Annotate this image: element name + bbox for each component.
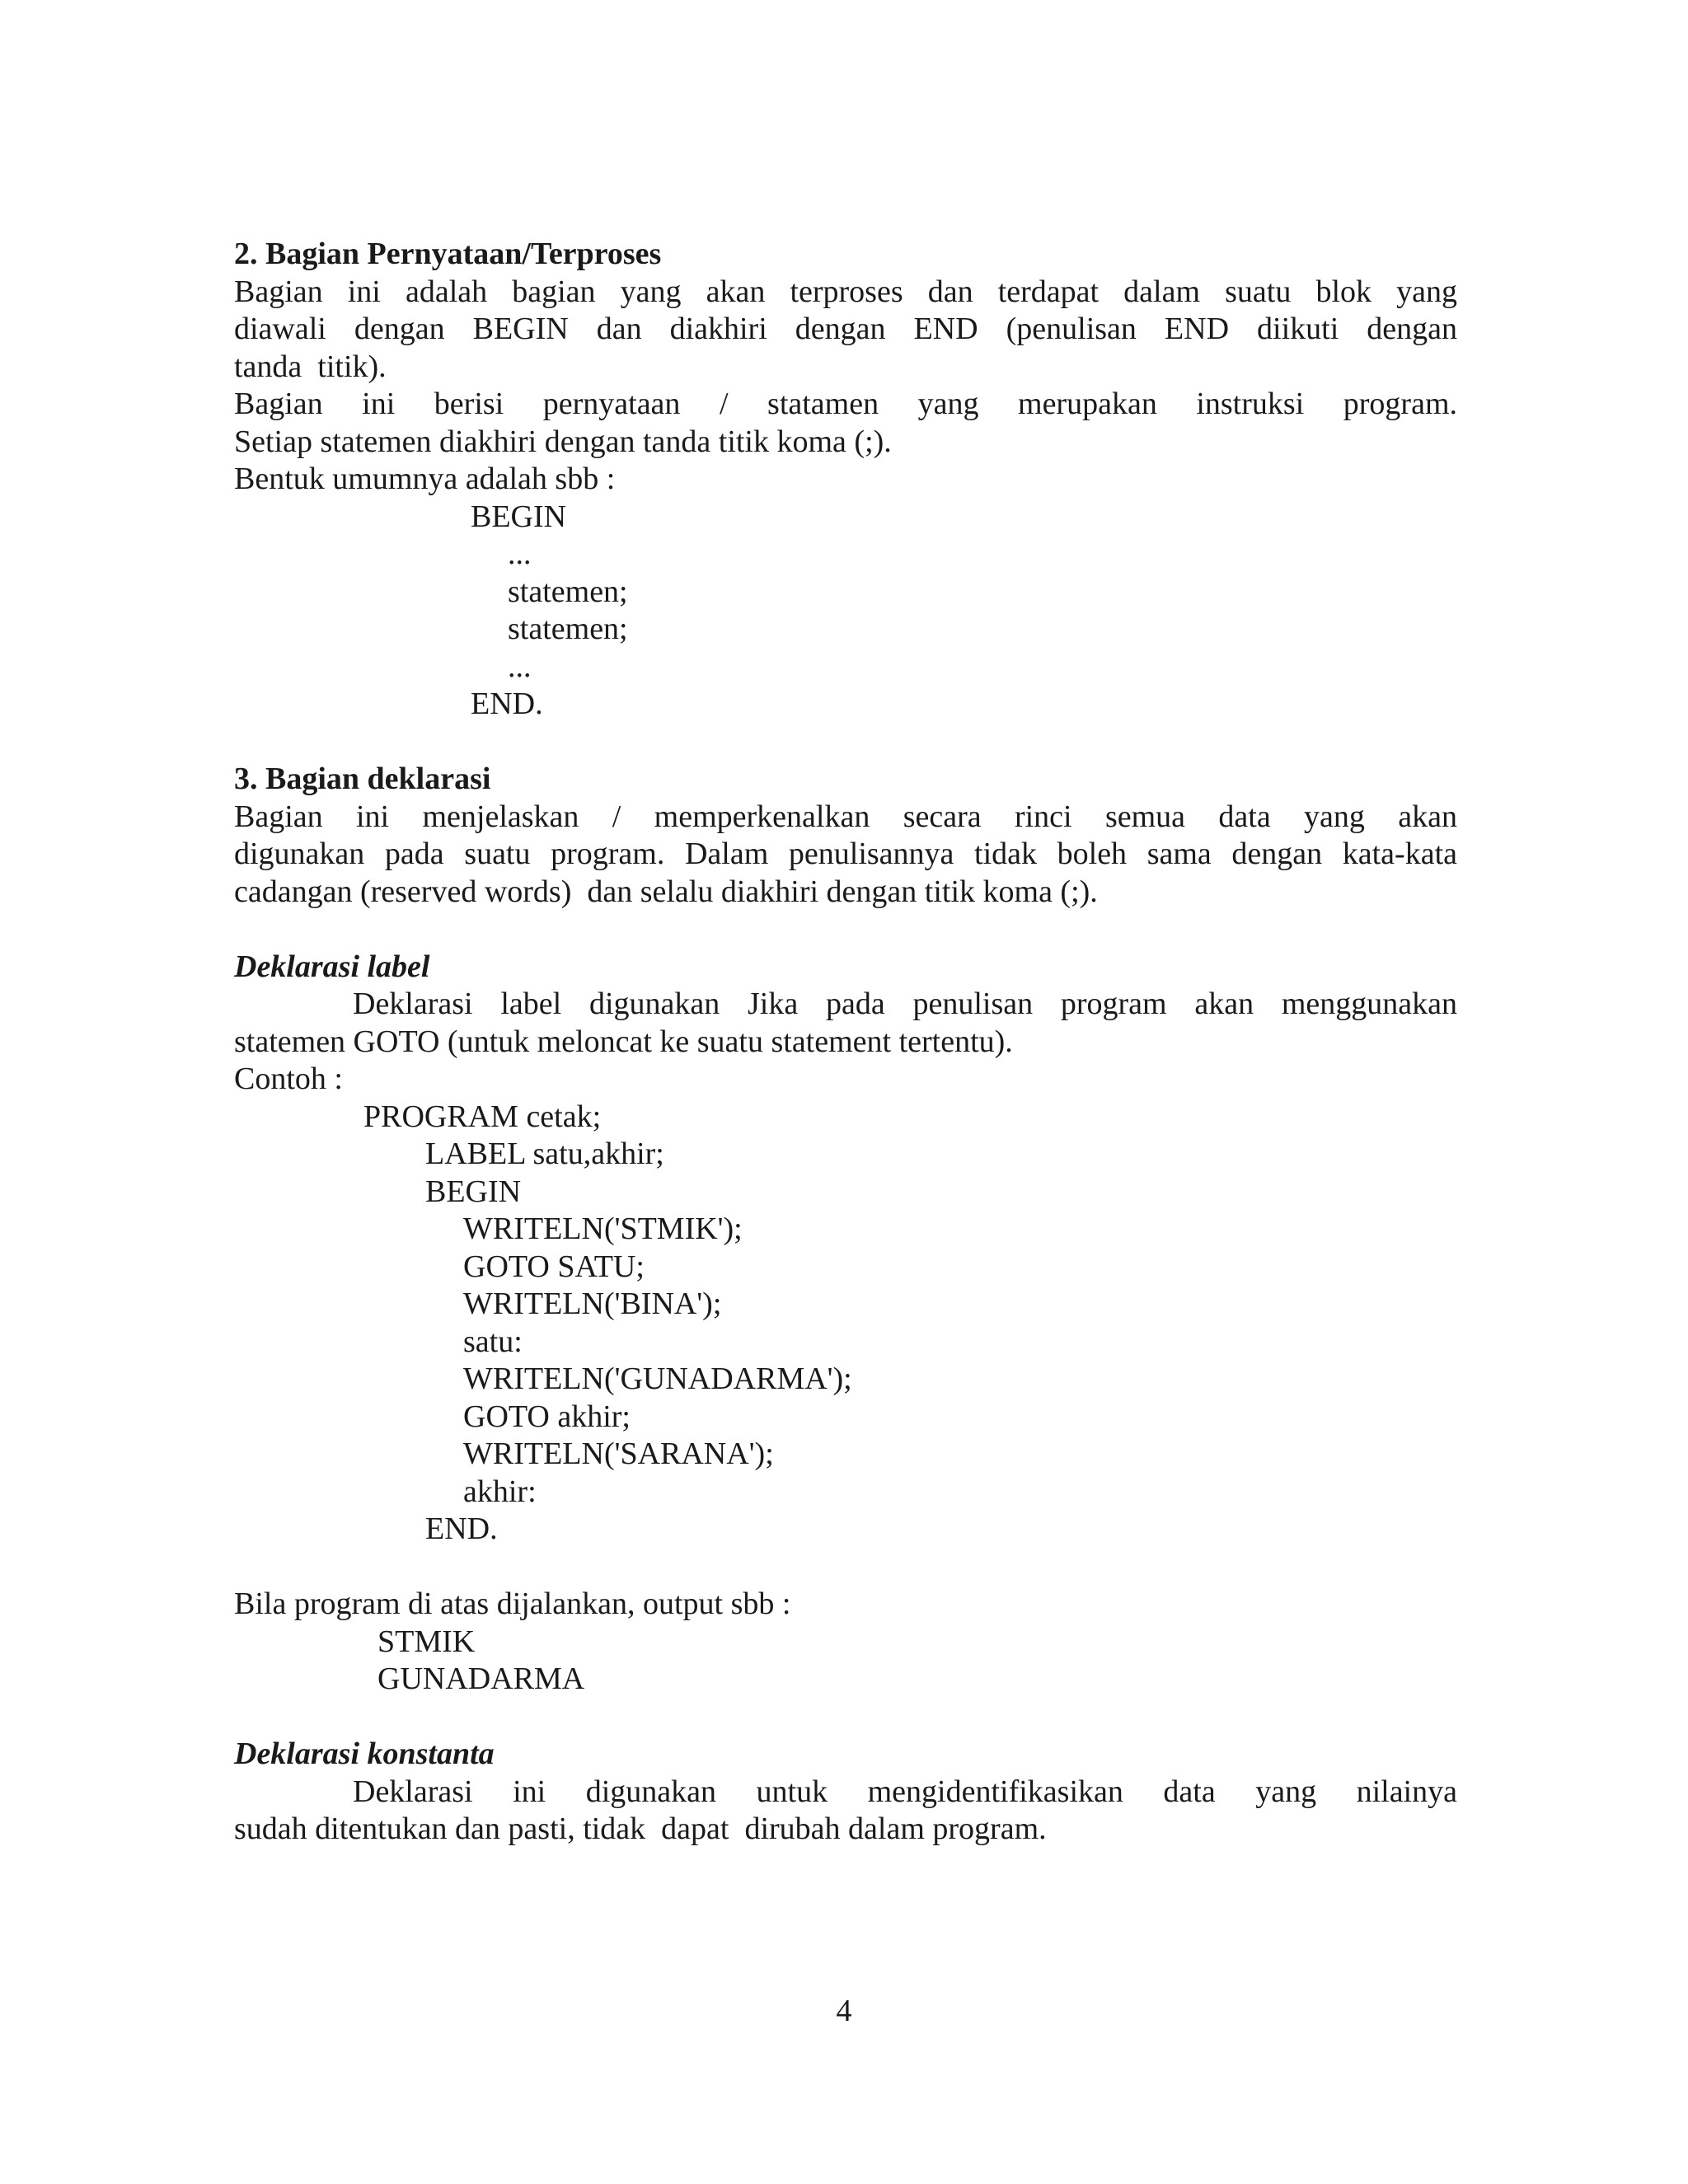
code-begin: BEGIN [471, 499, 567, 534]
code-end: END. [471, 687, 543, 721]
spacer [234, 724, 1457, 762]
section-3-paragraph-line-1: Bagian ini menjelaskan / memperkenalkan secara rinci semua data yang akan [234, 799, 1457, 834]
code-line: WRITELN('STMIK'); [463, 1212, 743, 1246]
section-2-paragraph-3: Bentuk umumnya adalah sbb : [234, 462, 616, 496]
code-statement-2: statemen; [508, 612, 628, 646]
code-line: WRITELN('GUNADARMA'); [463, 1361, 852, 1396]
code-dots-1: ... [508, 537, 532, 571]
label-section-paragraph-line-1: Deklarasi label digunakan Jika pada penulisan program akan menggunakan [353, 987, 1457, 1021]
label-code-block [234, 1099, 1457, 1549]
code-begin: BEGIN [425, 1174, 522, 1209]
spacer [234, 1699, 1457, 1736]
code-line: satu: [463, 1324, 523, 1359]
code-line: akhir: [463, 1474, 537, 1509]
document-page [234, 236, 1457, 1849]
const-section-paragraph-line-1: Deklarasi ini digunakan untuk mengidentifikasikan data yang nilainya [353, 1774, 1457, 1809]
code-line: GOTO akhir; [463, 1399, 631, 1434]
section-3-heading: 3. Bagian deklarasi [234, 762, 491, 796]
code-end: END. [425, 1511, 498, 1546]
page-number: 4 [836, 1994, 852, 2028]
const-section-heading: Deklarasi konstanta [234, 1736, 495, 1771]
section-2-paragraph-2-line-1: Bagian ini berisi pernyataan / statamen yang merupakan instruksi program. [234, 387, 1457, 421]
section-3-paragraph-line-2: digunakan pada suatu program. Dalam penulisannya tidak boleh sama dengan kata-kata [234, 837, 1457, 871]
section-2-paragraph-1-line-3: tanda titik). [234, 349, 387, 384]
code-line: GOTO SATU; [463, 1249, 645, 1284]
section-2-paragraph-2-line-2: Setiap statemen diakhiri dengan tanda titik koma (;). [234, 424, 892, 459]
output-line-2: GUNADARMA [377, 1661, 585, 1696]
example-label: Contoh : [234, 1062, 343, 1096]
const-section-paragraph-line-2: sudah ditentukan dan pasti, tidak dapat dirubah dalam program. [234, 1811, 1047, 1846]
code-line: WRITELN('BINA'); [463, 1286, 722, 1321]
spacer [234, 911, 1457, 949]
code-label-decl: LABEL satu,akhir; [425, 1137, 664, 1171]
section-2-paragraph-1-line-2: diawali dengan BEGIN dan diakhiri dengan END (penulisan END diikuti dengan [234, 312, 1457, 346]
section-2-code-block [234, 499, 1457, 724]
code-program: PROGRAM cetak; [363, 1099, 602, 1134]
label-section-heading: Deklarasi label [234, 949, 430, 984]
output-intro: Bila program di atas dijalankan, output sbb : [234, 1586, 791, 1621]
spacer [234, 1549, 1457, 1586]
output-line-1: STMIK [377, 1624, 476, 1659]
section-2-heading: 2. Bagian Pernyataan/Terproses [234, 237, 662, 271]
section-3-paragraph-line-3: cadangan (reserved words) dan selalu diakhiri dengan titik koma (;). [234, 874, 1098, 909]
label-section-paragraph-line-2: statemen GOTO (untuk meloncat ke suatu statement tertentu). [234, 1024, 1013, 1059]
code-statement-1: statemen; [508, 574, 628, 609]
section-2-paragraph-1-line-1: Bagian ini adalah bagian yang akan terproses dan terdapat dalam suatu blok yang [234, 274, 1457, 309]
code-line: WRITELN('SARANA'); [463, 1436, 774, 1471]
code-dots-2: ... [508, 649, 532, 684]
